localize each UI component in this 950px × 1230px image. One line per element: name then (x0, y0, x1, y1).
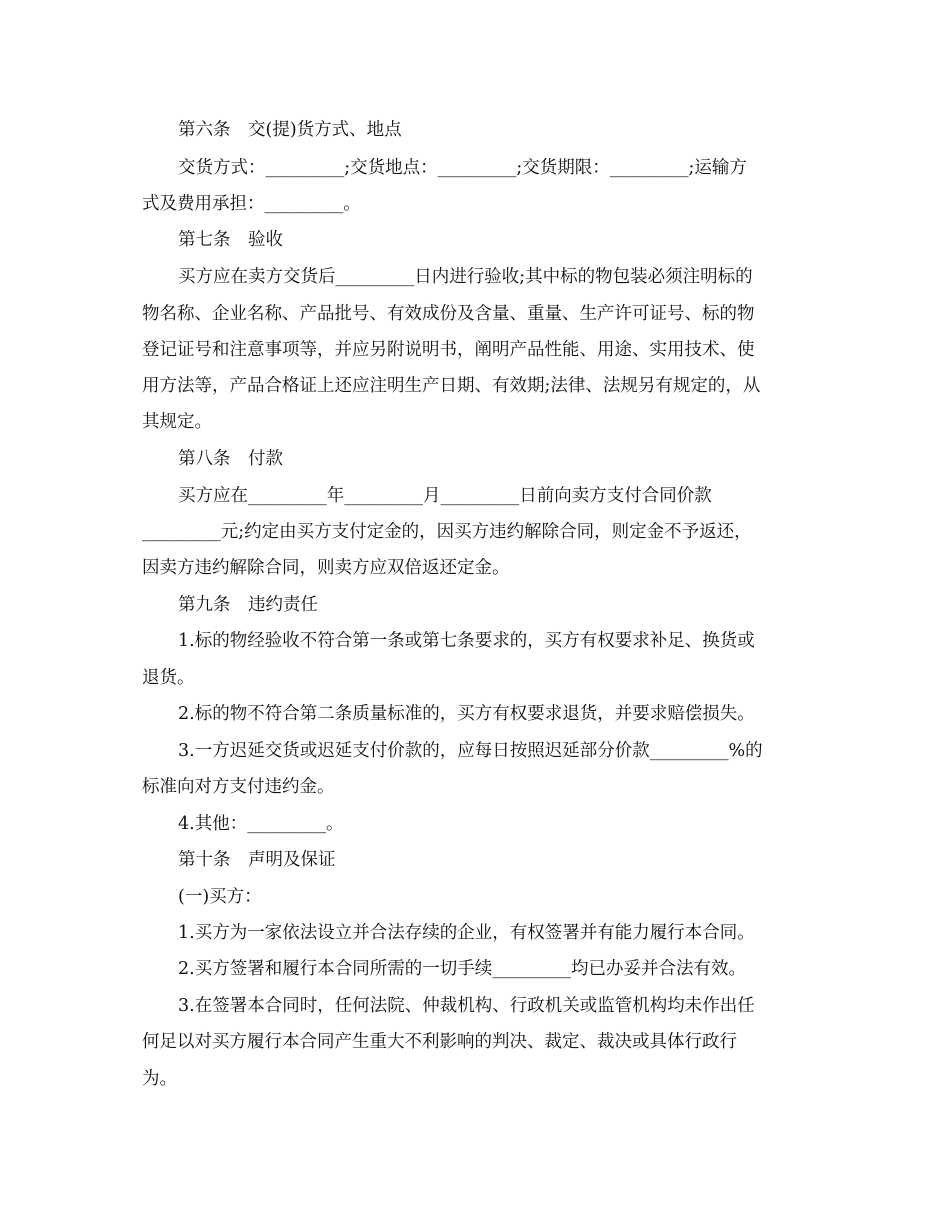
paragraph-line: 因卖方违约解除合同，则卖方应双倍返还定金。 (142, 558, 510, 578)
paragraph-line: 交货方式：_________;交货地点：_________;交货期限：_________;运输方 (178, 158, 747, 178)
paragraph-line: 2.标的物不符合第二条质量标准的，买方有权要求退货，并要求赔偿损失。 (178, 704, 755, 724)
paragraph-line: 1.标的物经验收不符合第一条或第七条要求的，买方有权要求补足、换货或 (178, 631, 755, 651)
paragraph-line: 2.买方签署和履行本合同所需的一切手续_________均已办妥并合法有效。 (178, 959, 746, 979)
paragraph-line: 3.一方迟延交货或迟延支付价款的，应每日按照迟延部分价款_________%的 (178, 741, 763, 761)
paragraph-line: 标准向对方支付违约金。 (142, 777, 335, 797)
paragraph-line: _________元;约定由买方支付定金的，因买方违约解除合同，则定金不予返还， (142, 522, 752, 542)
paragraph-line: 退货。 (142, 668, 195, 688)
article-8-heading: 第八条 付款 (178, 449, 283, 469)
paragraph-line: 为。 (142, 1069, 177, 1089)
paragraph-line: 买方应在_________年_________月_________日前向卖方支付合同价款 (178, 486, 712, 506)
paragraph-line: 其规定。 (142, 412, 212, 432)
paragraph-line: 买方应在卖方交货后_________日内进行验收;其中标的物包装必须注明标的 (178, 267, 753, 287)
paragraph-line: 3.在签署本合同时，任何法院、仲裁机构、行政机关或监管机构均未作出任 (178, 996, 755, 1016)
article-9-heading: 第九条 违约责任 (178, 595, 318, 615)
paragraph-line: 式及费用承担：_________。 (142, 194, 361, 214)
paragraph-line: 何足以对买方履行本合同产生重大不利影响的判决、裁定、裁决或具体行政行 (142, 1032, 737, 1052)
paragraph-line: 物名称、企业名称、产品批号、有效成份及含量、重量、生产许可证号、标的物 (142, 304, 755, 324)
article-10-heading: 第十条 声明及保证 (178, 850, 336, 870)
paragraph-line: 4.其他：_________。 (178, 814, 344, 834)
paragraph-line: (一)买方： (178, 887, 262, 907)
paragraph-line: 用方法等，产品合格证上还应注明生产日期、有效期;法律、法规另有规定的，从 (142, 376, 761, 396)
article-6-heading: 第六条 交(提)货方式、地点 (178, 120, 402, 140)
paragraph-line: 1.买方为一家依法设立并合法存续的企业，有权签署并有能力履行本合同。 (178, 923, 755, 943)
article-7-heading: 第七条 验收 (178, 230, 283, 250)
paragraph-line: 登记证号和注意事项等，并应另附说明书，阐明产品性能、用途、实用技术、使 (142, 340, 755, 360)
